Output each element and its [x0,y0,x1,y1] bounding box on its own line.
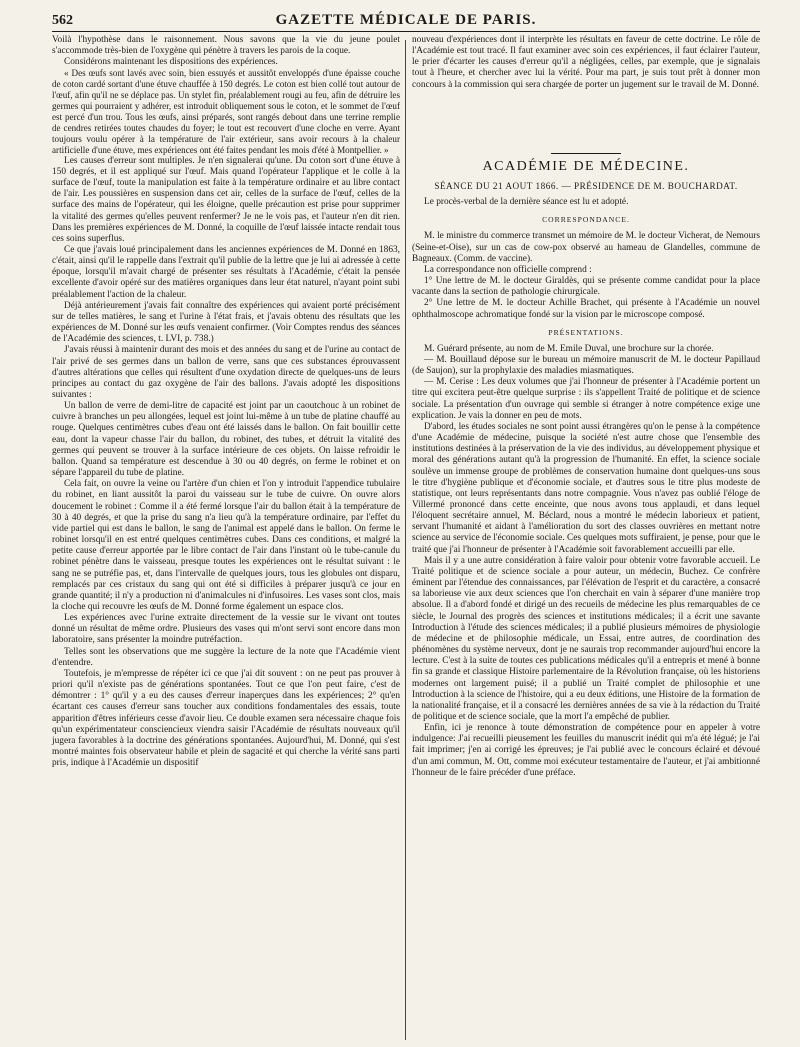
paragraph: Voilà l'hypothèse dans le raisonnement. Nous savons que la vie du jeune poulet s'accommode très-bien de l'oxygène qui pénètre à travers les parois de la coque. [52,35,400,57]
left-column [52,35,400,779]
paragraph: Mais il y a une autre considération à faire valoir pour obtenir votre favorable accueil. Le Traité politique et de science sociale a pour auteur, un médecin, Buchez. Ce confrère éminent par l'étendue des connaissances, par l'élévation de l'esprit et du caractère, a consacré sa laborieuse vie aux deux sciences que l'on cherchait en vain à séparer d'une manière trop absolue. Il a d'abord fondé et dirigé un des recueils de médecine les plus remarquables de ce siècle, le Journal des progrès des sciences et institutions médicales; il a écrit une savante Introduction à l'étude des sciences médicales; il a publié plusieurs mémoires de physiologie de médecine et de philosophie médicale, un Essai, entre autres, de coordination des phénomènes du système nerveux, dont je ne saurais trop recommander aujourd'hui encore la lecture. C'est à la suite de toutes ces publications médicales qu'il a entrepris et mené à bonne fin sa grande et classique Histoire parlementaire de la Révolution française, où les historiens modernes ont largement puisé; il a publié un Traité complet de philosophie et une Introduction à la science de l'histoire, qui a eu deux éditions, une Histoire de la formation de la nationalité française, et il a consacré les dernières années de sa vie à la rédaction du Traité de politique et de science sociale, que la mort l'a empêché de publier. [412,555,760,722]
paragraph: nouveau d'expériences dont il interprète les résultats en faveur de cette doctrine. Le rôle de l'Académie est tout tracé. Il faut examiner avec soin ces expériences, il faut éclairer l'auteur, le prier d'écarter les causes d'erreur qu'il a négligées, celles, par exemple, que je signalais tout à l'heure, et chercher avec lui la vérité. Pour ma part, je suis tout prêt à donner mon concours à la commission qui sera chargée de porter un jugement sur le travail de M. Donné. [412,35,760,90]
section-spacer [412,91,760,153]
column-divider [405,40,406,1040]
paragraph: — M. Cerise : Les deux volumes que j'ai l'honneur de présenter à l'Académie portent un titre qui excitera peut-être quelque surprise : ils s'appellent Traité de politique et de science sociale. La présentation d'un ouvrage qui semble si étranger à notre compétence exige une explication. Je vais la donner en peu de mots. [412,377,760,421]
paragraph: M. Guérard présente, au nom de M. Emile Duval, une brochure sur la chorée. [424,343,714,354]
minutes-line: Le procès-verbal de la dernière séance est lu et adopté. [424,197,629,208]
paragraph: D'abord, les études sociales ne sont point aussi étrangères qu'on le pense à la compétence d'une Académie de médecine, puisque la société n'est autre chose que l'ensemble des institutions destinées à la préservation de la vie des individus, au développement physique et moral des générations autant qu'à la progression de l'humanité. En effet, la science sociale soulève un immense groupe de problèmes de conservation humaine dont quelques-uns sous le titre d'hygiène publique et d'économie sociale, et d'autres sous le titre plus modeste de statistique, ont leurs représentants dans notre compagnie. Vous n'avez pas oublié l'éloge de Villermé prononcé dans cette enceinte, que nous avons tous applaudi, et dans lequel l'éloquent secrétaire annuel, M. Béclard, nous a montré le médecin laborieux et patient, servant l'humanité et aidant à l'amélioration du sort des classes ouvrières en mettant notre science au service de l'économie sociale. Ces quelques mots suffiraient, je pense, pour que le traité que j'ai l'honneur de présenter à l'Académie soit favorablement accueilli par elle. [412,421,760,555]
presentations-heading: PRÉSENTATIONS. [548,327,624,337]
paragraph: Les causes d'erreur sont multiples. Je n'en signalerai qu'une. Du coton sort d'une étuve à 150 degrés, et il est appliqué sur l'œuf. Mais quand l'opérateur l'applique et le colle à la surface de l'œuf, toute la manipulation est faite à la température ordinaire et au libre contact de l'air. Les poussières en suspension dans cet air, celles de la surface de l'œuf, celles de la surface des mains de l'opérateur, qui les éloigne, quelle précaution est prise pour supprimer la vitalité des germes qu'elles peuvent renfermer? Je ne le vois pas, et l'auteur n'en dit rien. Dans les premières expériences de M. Donné, la coquille de l'œuf laissée intacte rendait tous ces soins superflus. [52,155,400,244]
paragraph: — M. Bouillaud dépose sur le bureau un mémoire manuscrit de M. le docteur Papillaud (de Saujon), sur la prophylaxie des maladies miasmatiques. [412,354,760,377]
running-header [52,12,760,32]
quoted-passage: « Des œufs sont lavés avec soin, bien essuyés et aussitôt enveloppés d'une épaisse couche de coton cardé sortant d'une étuve chauffée à 150 degrés. Le coton est bien collé tout autour de l'œuf, afin qu'il ne se déplace pas. Un stylet fin, préalablement rougi au feu, afin de détruire les germes qui pourraient y adhérer, est introduit obliquement sous le coton, et le sommet de l'œuf est percé d'un trou. Tous les œufs, ainsi préparés, sont rangés debout dans une terrine remplie de cendres retirées toutes chaudes du foyer; le tout est recouvert d'une cloche en verre. Ayant toujours voulu opérer à la température de l'air extérieur, sans avoir recours à la chaleur artificielle d'une étuve, mes expériences ont été faites pendant les mois d'été à Montpellier. » [52,68,400,155]
session-line: SÉANCE DU 21 AOUT 1866. — PRÉSIDENCE DE M. BOUCHARDAT. [434,180,738,191]
section-title: ACADÉMIE DE MÉDECINE. [412,153,760,172]
paragraph: M. le ministre du commerce transmet un mémoire de M. le docteur Vicherat, de Nemours (Seine-et-Oise), sur un cas de cow-pox observé au hameau de Glandelles, commune de Bagneaux. (Comm. de vaccine). [412,231,760,264]
paragraph: Toutefois, je m'empresse de répéter ici ce que j'ai dit souvent : on ne peut pas prouver à priori qu'il n'existe pas de générations spontanées. Tout ce que l'on peut faire, c'est de démontrer : 1° qu'il y a eu des causes d'erreur inaperçues dans les expériences; 2° qu'en écartant ces causes d'erreur sans toucher aux conditions fondamentales des essais, toute apparition d'êtres inférieurs cesse d'avoir lieu. Ce double examen sera nécessaire chaque fois qu'un expérimentateur consciencieux viendra saisir l'Académie de résultats nouveaux qu'il jugera favorables à la doctrine des générations spontanées. Aujourd'hui, M. Donné, qui s'est montré maintes fois observateur habile et plein de sagacité et qui cherche la vérité sans parti pris, indique à l'Académie un dispositif [52,668,400,769]
paragraph: Cela fait, on ouvre la veine ou l'artère d'un chien et l'on y introduit l'appendice tubulaire du robinet, en liant aussitôt la paroi du vaisseau sur le tube de cuivre. On ouvre alors doucement le robinet : Comme il a été fermé lorsque l'air du ballon était à la température de 30 à 40 degrés, et que la prise du sang n'a lieu qu'à la température ordinaire, par l'effet du vide partiel qui est dans le ballon, le sang de l'animal est appelé dans le ballon. On ferme le robinet lorsqu'il en est entré quelques centimètres cubes. Dans ces conditions, et malgré la petite cause d'erreur apportée par le libre contact de l'air dans l'instant où le tube-canule du robinet pénètre dans le vaisseau, presque toutes les expériences ont le résultat suivant : le sang ne se putréfie pas, et, dans l'intervalle de quelques jours, tous les globules ont disparu, remplacés par ces cristaux du sang qui ont été si difficiles à préparer jusqu'à ce jour en grande quantité; il n'y a production ni d'animalcules ni d'infusoires. Les vases sont clos, mais la cloche qui recouvre les œufs de M. Donné forme également un espace clos. [52,479,400,612]
paragraph: Telles sont les observations que me suggère la lecture de la note que l'Académie vient d'entendre. [52,646,400,668]
paragraph: Considérons maintenant les dispositions des expériences. [64,57,278,68]
paragraph: J'avais réussi à maintenir durant des mois et des années du sang et de l'urine au contact de l'air privé de ses germes dans un ballon de verre, sans que ces substances éprouvassent d'autres altérations que celles qui résultent d'une oxydation directe de quelques-uns de leurs principes au contact du gaz oxygène de l'air des ballons. J'avais adopté les dispositions suivantes : [52,345,400,400]
paragraph: 2° Une lettre de M. le docteur Achille Brachet, qui présente à l'Académie un nouvel ophthalmoscope achromatique fondé sur la vision par le microscope composé. [412,298,760,320]
paragraph: Déjà antérieurement j'avais fait connaître des expériences qui avaient porté précisément sur de telles matières, le sang et l'urine à l'état frais, et j'avais obtenu des résultats que les expériences de M. Donné sur les œufs venaient confirmer. (Voir Comptes rendus des séances de l'Académie des sciences, t. LVI, p. 738.) [52,300,400,345]
paragraph: 1° Une lettre de M. le docteur Giraldès, qui se présente comme candidat pour la place vacante dans la section de pathologie chirurgicale. [412,276,760,298]
right-column [412,35,760,779]
page-number: 562 [52,13,73,28]
journal-title: GAZETTE MÉDICALE DE PARIS. [275,12,537,28]
paragraph: La correspondance non officielle comprend : [424,264,592,275]
paragraph: Enfin, ici je renonce à toute démonstration de compétence pour en appeler à votre indulgence: J'ai recueilli pieusement les feuilles du manuscrit inédit qui m'a été légué; je l'ai fait imprimer; j'en ai corrigé les épreuves; je l'ai publié avec le concours éclairé et dévoué d'un ami commun, M. Ott, comme moi exécuteur testamentaire de l'auteur, et j'ai ambitionné l'honneur de le faire précéder d'une préface. [412,723,760,778]
correspondance-heading: CORRESPONDANCE. [542,215,630,225]
paragraph: Ce que j'avais loué principalement dans les anciennes expériences de M. Donné en 1863, c'était, ainsi qu'il le rappelle dans l'extrait qu'il publie de la lettre que je lui ai adressée à cette époque, lorsqu'il m'avait chargé de présenter ses résultats à l'Académie, c'était la pensée excellente d'avoir opéré sur des matières organiques dans leur état naturel, n'ayant point subi préalablement l'action de la chaleur. [52,244,400,300]
paragraph: Un ballon de verre de demi-litre de capacité est joint par un caoutchouc à un robinet de cuivre à branches un peu allongées, lequel est joint lui-même à un tube de platine chauffé au rouge. Quelques centimètres cubes d'eau ont été laissés dans le ballon. On fait bouillir cette eau, dont la vapeur chasse l'air du ballon, du robinet, des tubes, et détruit la vitalité des germes qui peuvent se trouver à la surface intérieure de ces objets. On laisse refroidir le ballon. Quand sa température est descendue à 30 ou 40 degrés, on ferme le robinet et on sépare l'appareil du tube de platine. [52,401,400,479]
article-columns [52,35,760,779]
paragraph: Les expériences avec l'urine extraite directement de la vessie sur le vivant ont toutes donné un résultat de même ordre. Plusieurs des vases qui m'ont servi sont encore dans mon laboratoire, sans présenter la moindre putréfaction. [52,613,400,646]
